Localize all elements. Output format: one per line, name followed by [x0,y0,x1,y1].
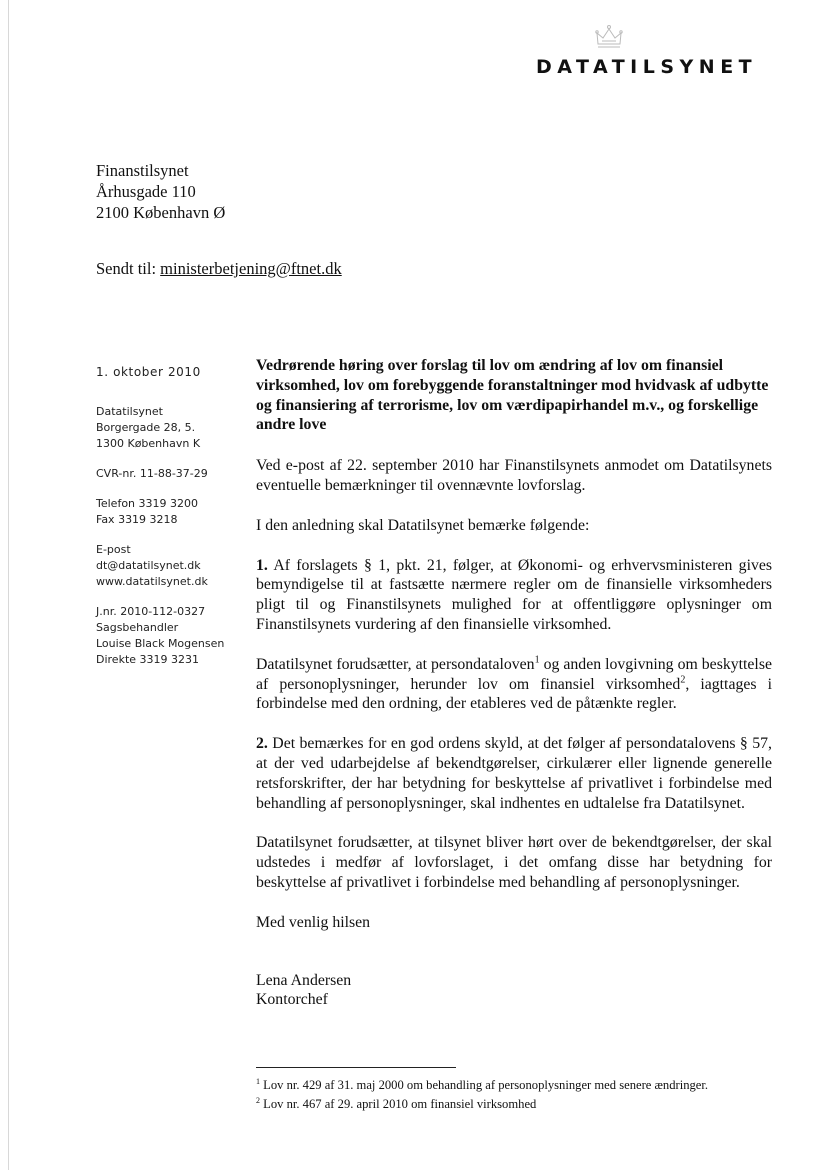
paragraph-4-text-a: Datatilsynet forudsætter, at persondataloven [256,655,535,673]
letter-subject: Vedrørende høring over forslag til lov om ændring af lov om finansiel virksomhed, lov om forebyggende foranstaltninger mod hvidvask af udbytte og finansiering af terrorisme, lov om værdipapirhandel m.v., og forskellige andre love [256,357,769,434]
footnote-text-1: Lov nr. 429 af 31. maj 2000 om behandling af personoplysninger med senere ændringer. [263,1078,709,1093]
sender-city: 1300 København K [96,437,201,450]
phone-number: Telefon 3319 3200 [96,497,198,510]
case-handler-label: Sagsbehandler [96,621,179,634]
sender-info-sidebar [96,364,246,682]
footnote-ref-1: 1 [534,654,540,666]
recipient-city: 2100 København Ø [96,203,226,222]
crown-icon [594,24,624,50]
signature-block [256,971,772,1011]
footnote-text-2: Lov nr. 467 af 29. april 2010 om finansiel virksomhed [263,1097,537,1112]
recipient-street: Århusgade 110 [96,182,196,201]
letter-body [256,356,772,1010]
footnotes [256,1074,776,1112]
signer-name: Lena Andersen [256,971,352,989]
organization-logo: DATATILSYNET [536,56,758,78]
page-edge [8,0,9,1170]
paragraph-4 [256,655,772,714]
sender-street: Borgergade 28, 5. [96,421,196,434]
paragraph-5-text: Det bemærkes for en god ordens skyld, at det følger af persondatalovens § 57, at der ved udarbejdelse af bekendtgørelser, cirkulærer eller lignende generelle retsforskrifter, der har betydning for beskyttelse af privatlivet i forbindelse med behandling af personoplysninger, skal indhentes en udtalelse fra Datatilsynet. [256,735,772,812]
footnote-divider [256,1067,456,1068]
sent-to-email-link[interactable]: ministerbetjening@ftnet.dk [160,259,342,278]
paragraph-3 [256,556,772,635]
direct-phone: Direkte 3319 3231 [96,653,200,666]
footnote-1 [256,1074,776,1093]
recipient-address [96,160,225,223]
signer-title: Kontorchef [256,991,328,1009]
footnote-2 [256,1093,776,1112]
sent-to-line [96,259,342,279]
paragraph-2: I den anledning skal Datatilsynet bemærke følgende: [256,516,590,534]
fax-number: Fax 3319 3218 [96,513,178,526]
sender-address [96,404,246,452]
paragraph-3-text: Af forslagets § 1, pkt. 21, følger, at Økonomi- og erhvervsministeren gives bemyndigelse til at fastsætte nærmere regler om de finansielle virksomheders pligt til og Finanstilsynets mulighed for at offentliggøre oplysninger om Finanstilsynets vurdering af den finansielle virksomhed. [256,556,773,633]
contact-block [96,542,246,590]
paragraph-number-1: 1. [256,556,268,574]
case-handler-name: Louise Black Mogensen [96,637,225,650]
closing-greeting: Med venlig hilsen [256,913,371,931]
case-block [96,604,246,668]
sender-org-name: Datatilsynet [96,405,163,418]
paragraph-1: Ved e-post af 22. september 2010 har Finanstilsynets anmodet om Datatilsynets eventuelle bemærkninger til ovennævnte lovforslag. [256,457,772,494]
email-label: E-post [96,543,131,556]
paragraph-5 [256,734,772,813]
footnote-number-2: 2 [256,1096,260,1106]
journal-number: J.nr. 2010-112-0327 [96,605,206,618]
footnote-ref-2: 2 [680,674,686,686]
sender-website[interactable]: www.datatilsynet.dk [96,575,208,588]
paragraph-6: Datatilsynet forudsætter, at tilsynet bliver hørt over de bekendtgørelser, der skal udstedes i medfør af lovforslaget, i det omfang disse har betydning for beskyttelse af privatlivet i forbindelse med behandling af personoplysninger. [256,834,772,891]
paragraph-number-2: 2. [256,735,268,753]
letter-date: 1. oktober 2010 [96,365,201,379]
paragraph-4-text-c: , iagttages i forbindelse med den ordning, der etableres ved de påtænkte regler. [256,675,772,713]
recipient-name: Finanstilsynet [96,161,189,180]
footnote-number-1: 1 [256,1077,260,1086]
sender-email[interactable]: dt@datatilsynet.dk [96,559,201,572]
cvr-number: CVR-nr. 11-88-37-29 [96,467,208,480]
paragraph-4-text-b: og anden lovgivning om beskyttelse af personoplysninger, herunder lov om finansiel virksomhed [256,655,772,693]
phone-block [96,496,246,528]
sent-to-label: Sendt til: [96,259,157,278]
